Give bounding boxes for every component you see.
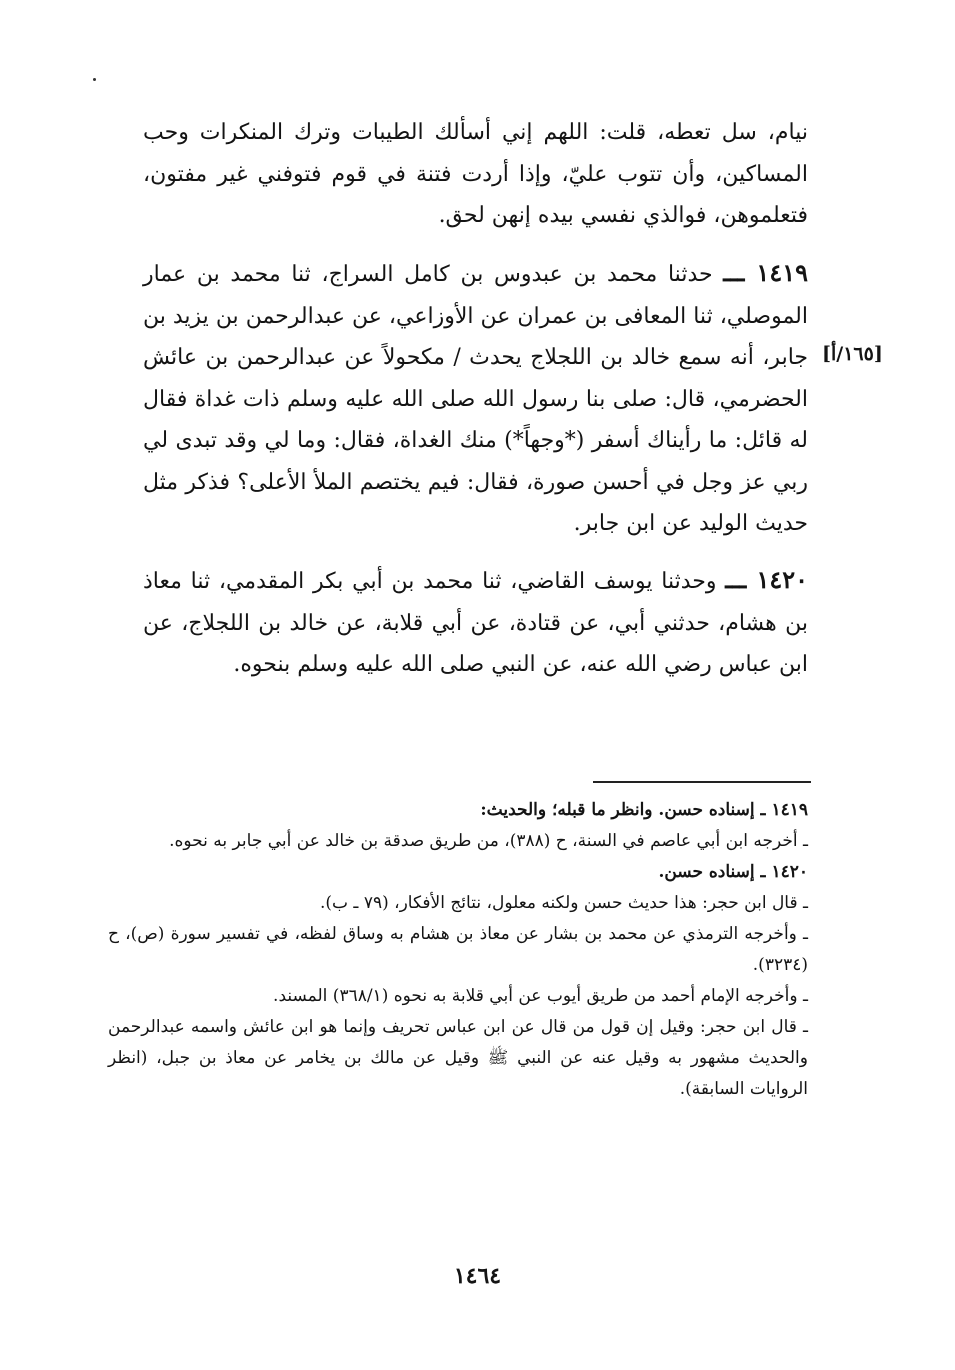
paragraph-text: نيام، سل تعطه، قلت: اللهم إني أسألك الطيبات وترك المنكرات وحب المساكين، وأن تتوب عليّ، وإذا أردت فتنة في قوم فتوفني غير مفتون، فتعلموهن، فوالذي نفسي بيده إنهن لحق.	[143, 120, 808, 228]
footnote-1420-item: ـ وأخرجه الترمذي عن محمد بن بشار عن معاذ بن هشام به وساق لفظه، في تفسير سورة (ص)، ح (٣٢٣٤).	[108, 924, 808, 975]
hadith-1420	[143, 559, 808, 686]
hadith-number: ١٤١٩ ـــ	[723, 258, 808, 287]
hadith-text: حدثنا محمد بن عبدوس بن كامل السراج، ثنا محمد بن عمار الموصلي، ثنا المعافى بن عمران عن الأوزاعي، عن عبدالرحمن بن يزيد بن جابر، أنه سمع خالد بن اللجلاج يحدث / مكحولاً عن عبدالرحمن بن عائش الحضرمي، قال: صلى بنا رسول الله صلى الله عليه وسلم ذات غداة فقال له قائل: ما رأيناك أسفر (*وجهاً*) منك الغداة، فقال: وما لي وقد تبدى لي ربي عز وجل في أحسن صورة، فقال: فيم يختصم الملأ الأعلى؟ فذكر مثل حديث الوليد عن ابن جابر.	[143, 262, 808, 536]
paragraph-continuation	[143, 112, 808, 237]
footnotes	[108, 795, 808, 1105]
manuscript-folio-marker: [١٦٥/أ]	[822, 343, 883, 365]
footnote-1420-item: ـ وأخرجه الإمام أحمد من طريق أيوب عن أبي قلابة به نحوه (٣٦٨/١) المسند.	[273, 986, 808, 1006]
footnote-1419-heading: ١٤١٩ ـ إسناده حسن. وانظر ما قبله؛ والحديث:	[480, 800, 808, 820]
footnote-divider	[593, 781, 811, 783]
hadith-text: وحدثنا يوسف القاضي، ثنا محمد بن أبي بكر المقدمي، ثنا معاذ بن هشام، حدثني أبي، عن قتادة، عن أبي قلابة، عن خالد بن اللجلاج، عن ابن عباس رضي الله عنه، عن النبي صلى الله عليه وسلم بنحوه.	[143, 569, 808, 677]
ink-speck	[93, 78, 96, 81]
footnote-1420-item: ـ قال ابن حجر: وقيل إن قول من قال عن ابن عباس تحريف وإنما هو ابن عائش واسمه عبدالرحمن والحديث مشهور به وقيل عنه عن النبي ﷺ وقيل عن مالك بن يخامر عن معاذ بن جبل، (انظر الروايات السابقة).	[108, 1017, 808, 1099]
hadith-number: ١٤٢٠ ـــ	[725, 565, 808, 594]
footnote-1420-heading: ١٤٢٠ ـ إسناده حسن.	[658, 862, 808, 882]
footnote-1420-item: ـ قال ابن حجر: هذا حديث حسن ولكنه معلول، نتائج الأفكار، (٧٩ ـ ب).	[319, 893, 808, 913]
page-number: ١٤٦٤	[453, 1263, 502, 1289]
hadith-1419	[143, 252, 808, 545]
footnote-1419-item: ـ أخرجه ابن أبي عاصم في السنة، ح (٣٨٨)، من طريق صدقة بن خالد عن أبي جابر به نحوه.	[169, 831, 808, 851]
